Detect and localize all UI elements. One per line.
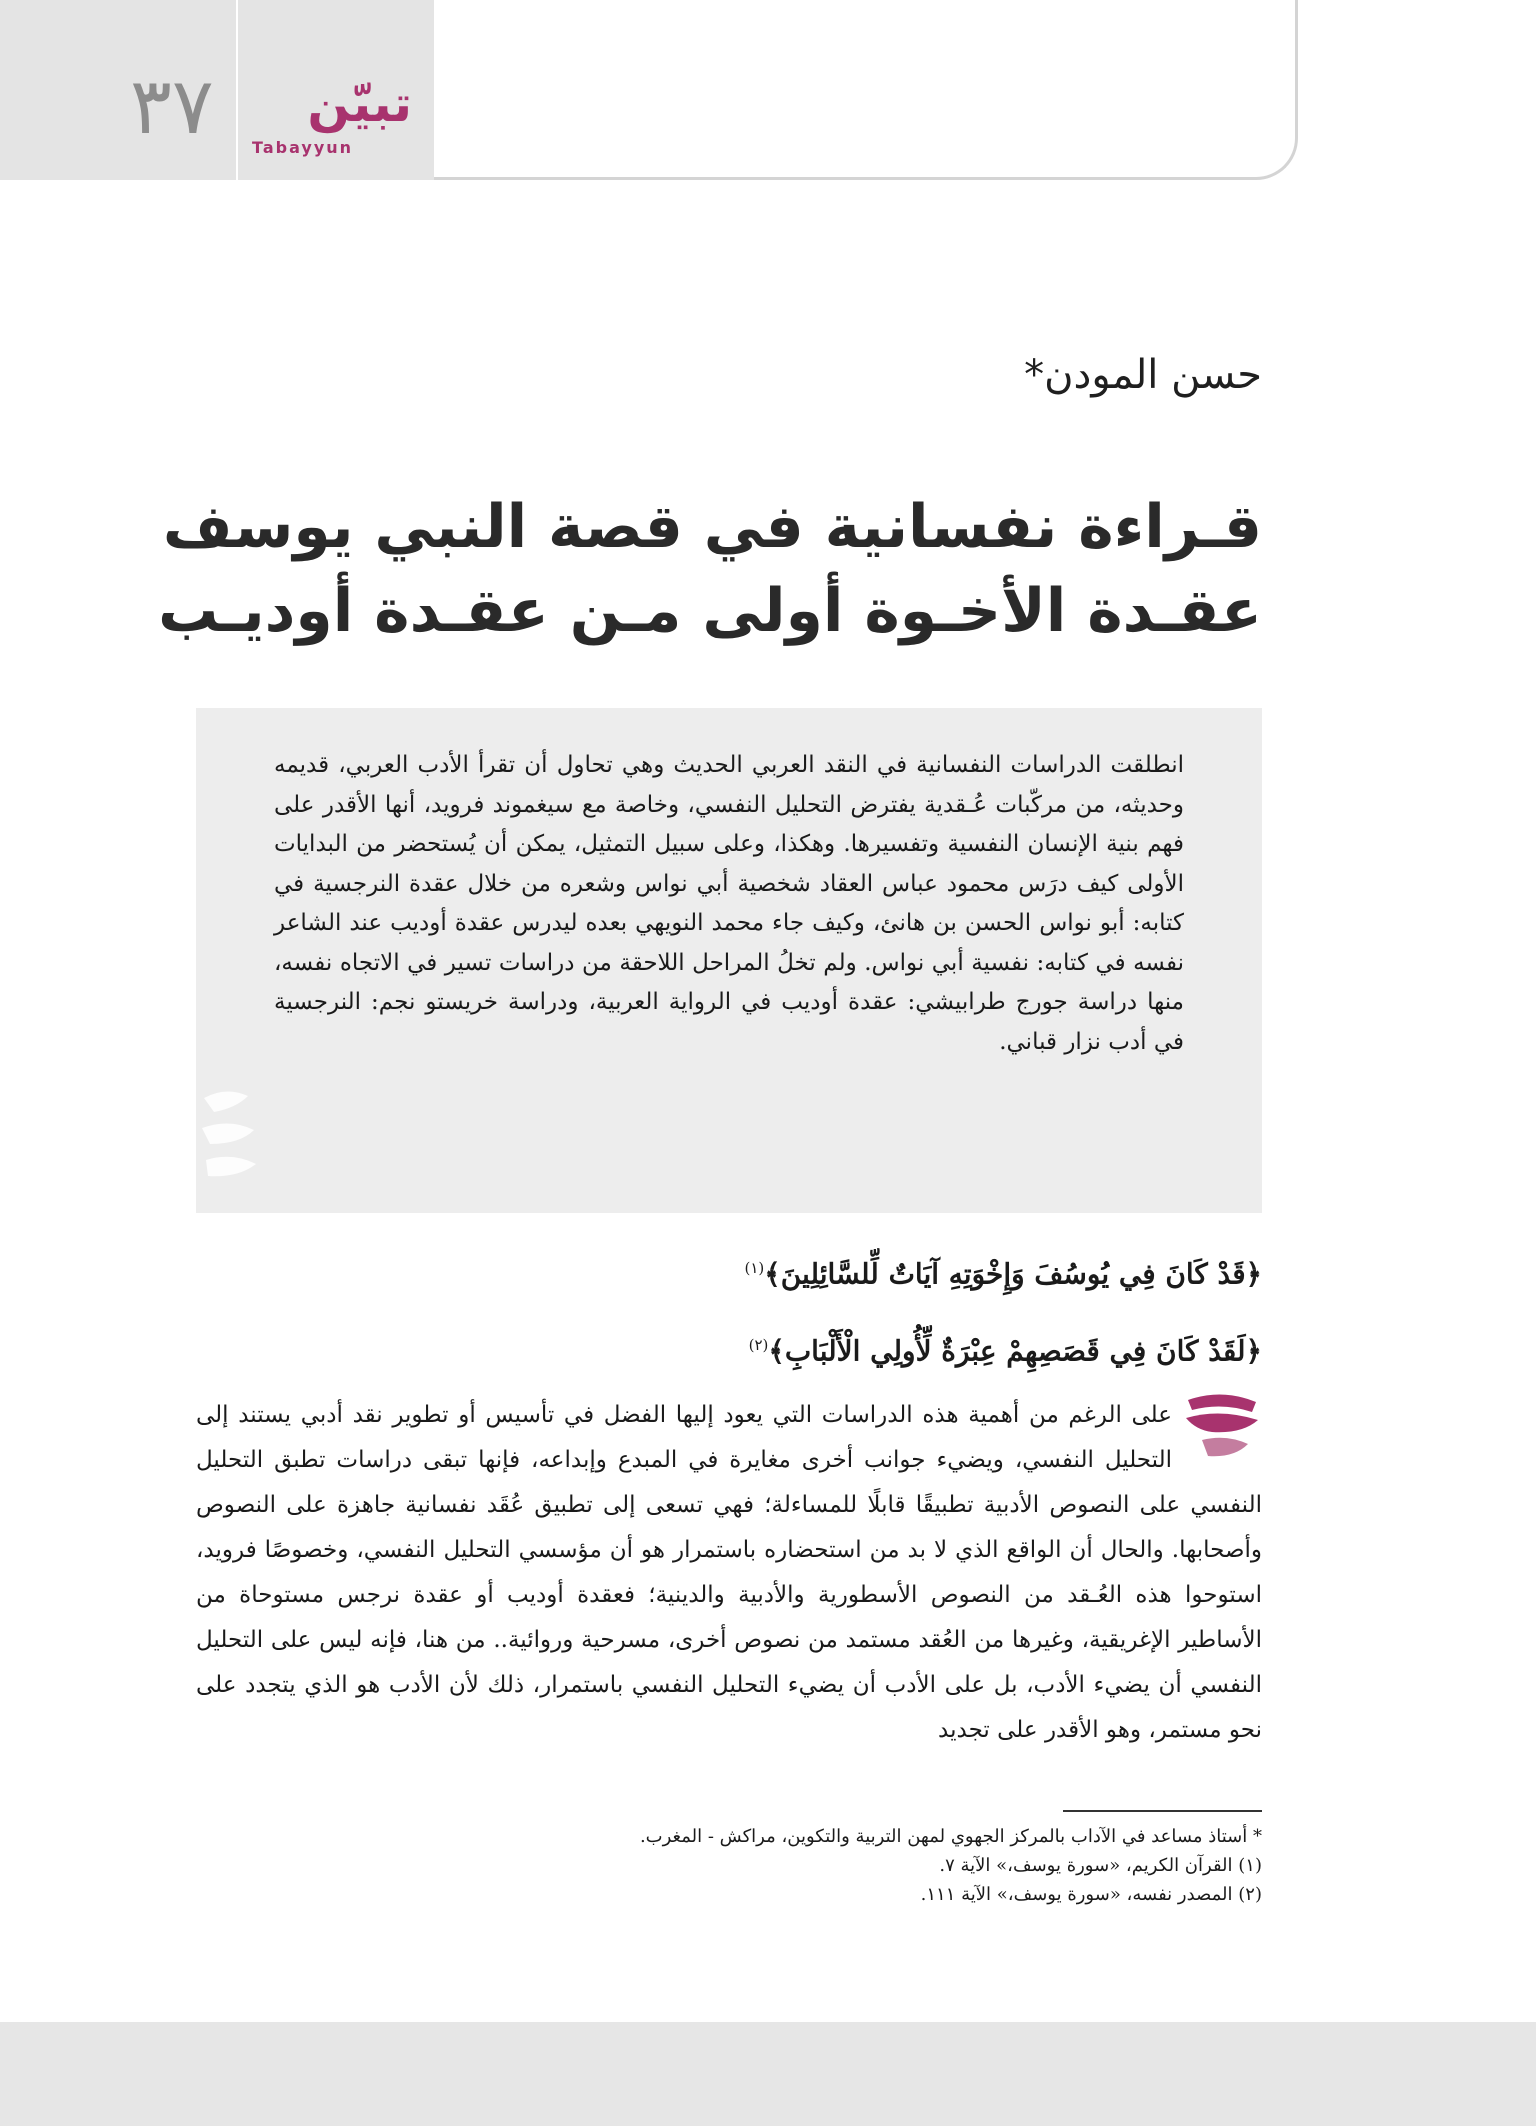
page-footer-band xyxy=(0,2022,1536,2126)
article-title xyxy=(158,485,1262,655)
footnote-author: * أستاذ مساعد في الآداب بالمركز الجهوي لمهن التربية والتكوين، مراكش - المغرب. xyxy=(639,1826,1262,1847)
verse-2-text: ﴿لَقَدْ كَانَ فِي قَصَصِهِمْ عِبْرَةٌ لِّأُولِي الْأَلْبَابِ﴾ xyxy=(768,1334,1262,1368)
verse-2-ref: (٢) xyxy=(748,1336,769,1354)
abstract-box xyxy=(196,708,1262,1213)
verse-1-text: ﴿قَدْ كَانَ فِي يُوسُفَ وَإِخْوَتِهِ آيَاتٌ لِّلسَّائِلِينَ﴾ xyxy=(764,1257,1262,1291)
footnote-1: (١) القرآن الكريم، «سورة يوسف،» الآية ٧. xyxy=(939,1855,1262,1876)
title-line-2: عقـدة الأخـوة أولى مـن عقـدة أوديـب xyxy=(158,576,1262,646)
footnote-2: (٢) المصدر نفسه، «سورة يوسف،» الآية ١١١. xyxy=(920,1884,1262,1905)
quran-verse-1 xyxy=(600,1240,1262,1296)
logo-latin-text: Tabayyun xyxy=(252,138,354,157)
footnotes xyxy=(600,1822,1262,1922)
quran-verse-2 xyxy=(600,1317,1262,1373)
body-paragraph: على الرغم من أهمية هذه الدراسات التي يعود إليها الفضل في تأسيس أو تطوير نقد أدبي يستند إلى التحليل النفسي، ويضيء جوانب أخرى مغايرة في المبدع وإبداعه، فإنها تبقى دراسات تطبق التحليل النفسي على النصوص الأدبية تطبيقًا قابلًا للمساءلة؛ فهي تسعى إلى تطبيق عُقَد نفسانية جاهزة على النصوص وأصحابها. والحال أن الواقع الذي لا بد من استحضاره باستمرار هو أن مؤسسي التحليل النفسي، وخصوصًا فرويد، استوحوا هذه العُـقد من النصوص الأسطورية والأدبية والدينية؛ فعقدة أوديب أو عقدة نرجس مستوحاة من الأساطير الإغريقية، وغيرها من العُقد مستمد من نصوص أخرى، مسرحية وروائية.. من هنا، فإنه ليس على التحليل النفسي أن يضيء الأدب، بل على الأدب أن يضيء التحليل النفسي باستمرار، ذلك لأن الأدب هو الذي يتجدد على نحو مستمر، وهو الأقدر على تجديد xyxy=(196,1402,1262,1743)
journal-logo xyxy=(252,72,412,172)
footnote-separator xyxy=(1063,1810,1262,1812)
verse-1-ref: (١) xyxy=(744,1259,765,1277)
header-divider xyxy=(236,0,238,180)
logo-arabic-text: تبيّن xyxy=(307,75,412,133)
abstract-text: انطلقت الدراسات النفسانية في النقد العربي الحديث وهي تحاول أن تقرأ الأدب العربي، قديمه وحديثه، من مركّبات عُـقدية يفترض التحليل النفسي، وخاصة مع سيغموند فرويد، أنها الأقدر على فهم بنية الإنسان النفسية وتفسيرها. وهكذا، وعلى سبيل التمثيل، يمكن أن يُستحضر من البدايات الأولى كيف درَس محمود عباس العقاد شخصية أبي نواس وشعره من خلال عقدة النرجسية في كتابه: أبو نواس الحسن بن هانئ، وكيف جاء محمد النويهي بعده ليدرس عقدة أوديب عند الشاعر نفسه في كتابه: نفسية أبي نواس. ولم تخلُ المراحل اللاحقة من دراسات تسير في الاتجاه نفسه، منها دراسة جورج طرابيشي: عقدة أوديب في الرواية العربية، ودراسة خريستو نجم: النرجسية في أدب نزار قباني. xyxy=(274,752,1184,1055)
title-line-1: قـراءة نفسانية في قصة النبي يوسف xyxy=(162,492,1262,562)
article-author: حسن المودن* xyxy=(1024,352,1262,398)
watermark-ornament-icon xyxy=(196,1078,262,1188)
page-number: ٣٧ xyxy=(130,62,214,152)
